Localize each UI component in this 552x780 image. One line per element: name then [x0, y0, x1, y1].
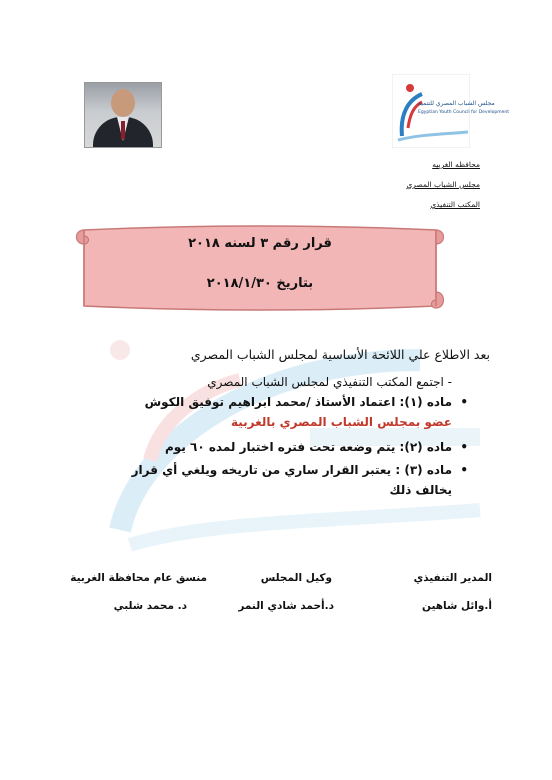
council-logo [392, 74, 509, 148]
meeting-line: - اجتمع المكتب التنفيذي لمجلس الشباب المصري [207, 375, 452, 389]
logo-name-en: Egyptian Youth Council for Development [418, 110, 509, 115]
signature-title-deputy: وكيل المجلس [260, 572, 332, 584]
decision-date: بتاريخ ٢٠١٨/١/٣٠ [206, 276, 314, 291]
article-3: • ماده (٣) : يعتبر القرار ساري من تاريخه ويلغي أي قرار [132, 463, 452, 477]
decision-title: قرار رقم ٣ لسنه ٢٠١٨ [188, 236, 332, 251]
signature-title-director: المدير التنفيذي [413, 572, 492, 584]
intro-text: بعد الاطلاع علي اللائحة الأساسية لمجلس الشباب المصري [190, 347, 490, 362]
signature-name-deputy: د.أحمد شادي النمر [238, 600, 334, 612]
signature-name-coordinator: د. محمد شلبي [113, 600, 187, 612]
article-1: • ماده (١): اعتماد الأستاذ /محمد ابراهيم توفيق الكوش [145, 395, 452, 409]
header-office: المكتب التنفيذي [430, 200, 480, 209]
signature-name-director: أ.وائل شاهين [422, 600, 492, 612]
signature-title-coordinator: منسق عام محافظة الغربية [70, 572, 207, 584]
article-1-continued: عضو بمجلس الشباب المصري بالغربية [231, 415, 452, 429]
profile-photo [84, 82, 162, 148]
article-2: • ماده (٢): يتم وضعه تحت فتره اختبار لمده ٦٠ يوم [165, 440, 452, 454]
header-governorate: محافظه الغربيه [432, 160, 480, 169]
article-3-continued: يخالف ذلك [389, 483, 452, 497]
header-council: مجلس الشباب المصري [406, 180, 480, 189]
logo-name-ar: مجلس الشباب المصري للتنمية [418, 100, 495, 107]
